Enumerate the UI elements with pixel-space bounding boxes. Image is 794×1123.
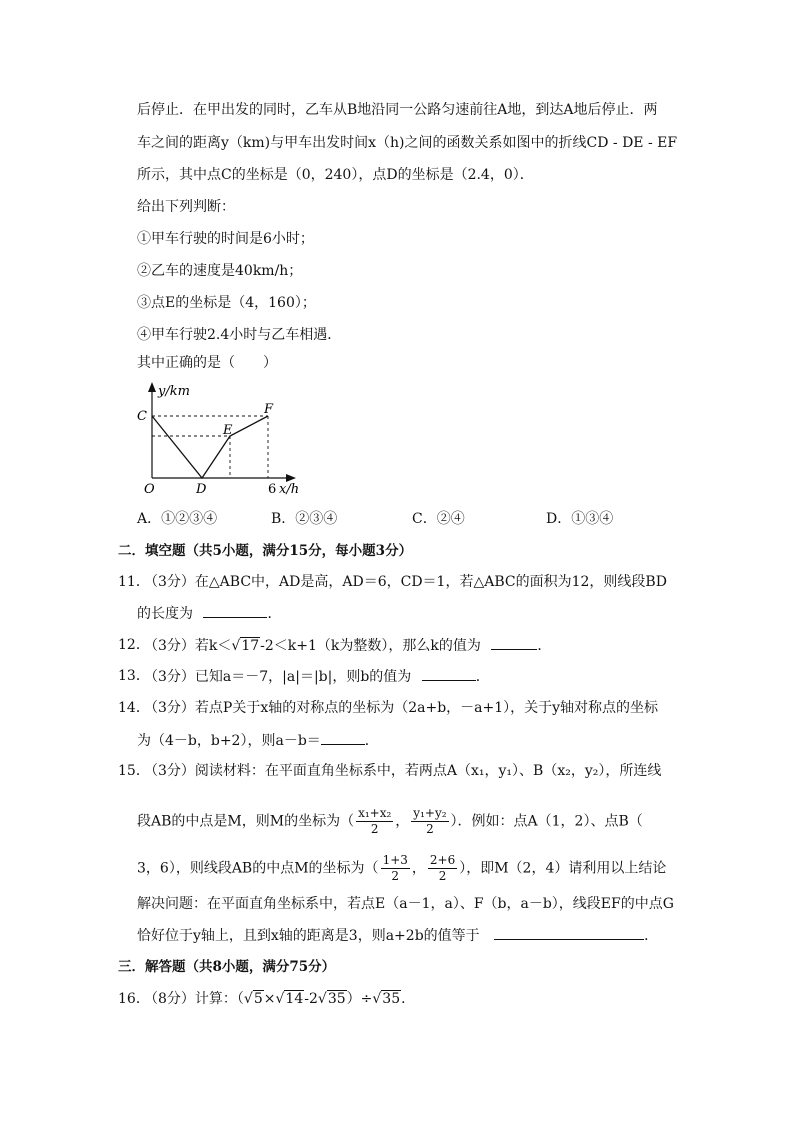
- option-d: D．①③④: [546, 511, 614, 527]
- label-origin: O: [144, 482, 155, 497]
- fraction-numerator: x₁+x₂: [358, 806, 392, 820]
- problem10-intro: 给出下列判断：: [137, 199, 235, 215]
- problem10-line2: 车之间的距离y（km)与甲车出发时间x（h)之间的函数关系如图中的折线CD - DE - EF: [137, 135, 678, 151]
- minus-term: -2: [304, 991, 318, 1007]
- label-x-axis: x/h: [279, 482, 300, 497]
- judgment-3: ③点E的坐标是（4，160）；: [137, 295, 316, 311]
- q11-line1: （3分）在△ABC中，AD是高，AD＝6，CD＝1，若△ABC的面积为12，则线段BD: [144, 574, 667, 590]
- fraction-example-y: [428, 853, 457, 884]
- q15-line2: 段AB的中点是M，则M的坐标为（ $\frac{\text{x₁+x₂}}{2}$ ， $\frac{\text{y₁+y₂}}{2}$ ）．例如：点A（1，2）、点B（: [137, 806, 643, 836]
- q15-line2-post: ）．例如：点A（1，2）、点B（: [450, 813, 643, 830]
- problem10-line3: 所示，其中点C的坐标是（0，240），点D的坐标是（2.4，0）．: [137, 167, 534, 183]
- fraction-y-mid: [411, 806, 448, 837]
- q15-line2-pre: 段AB的中点是M，则M的坐标为（: [137, 813, 355, 830]
- q15-line3-pre: 3，6），则线段AB的中点M的坐标为（: [137, 860, 379, 877]
- fraction-x-mid: [356, 806, 393, 837]
- q12-answer-blank[interactable]: [491, 635, 537, 650]
- q13-text: （3分）已知a＝－7，|a|＝|b|，则b的值为: [144, 669, 412, 685]
- q14-line1: （3分）若点P关于x轴的对称点的坐标为（2a+b，－a+1），关于y轴对称点的坐标: [144, 700, 659, 716]
- q15-line1: （3分）阅读材料：在平面直角坐标系中，若两点A（x₁，y₁）、B（x₂，y₂），所连线: [144, 763, 662, 779]
- divide-sign: ）÷: [346, 991, 373, 1007]
- q16-number: 16．: [118, 991, 150, 1007]
- q14-answer-blank[interactable]: [321, 730, 365, 745]
- q15-line3-post: ），即M（2，4）请利用以上结论: [459, 860, 667, 877]
- q16-line: （8分）计算：（√5×√14-2√35）÷√35．: [144, 991, 416, 1007]
- q14-text: 为（4－b，b+2），则a－b＝: [137, 733, 321, 749]
- label-y-axis: y/km: [158, 384, 190, 399]
- times-sign: ×: [263, 991, 276, 1007]
- q13-line: （3分）已知a＝－7，|a|＝|b|，则b的值为 ．: [144, 666, 490, 687]
- q16-radicand-3: 35: [327, 991, 346, 1007]
- y-axis-arrow: [148, 382, 156, 392]
- q11-text: 的长度为: [137, 606, 193, 622]
- x-axis-arrow: [286, 474, 296, 482]
- q16-radicand-2: 14: [285, 991, 304, 1007]
- fraction-denominator: 2: [426, 822, 434, 836]
- judgment-4: ④甲车行驶2.4小时与乙车相遇．: [137, 327, 342, 343]
- problem10-line1: 后停止．在甲出发的同时，乙车从B地沿同一公路匀速前往A地，到达A地后停止．两: [137, 102, 658, 118]
- q12-number: 12．: [118, 637, 150, 653]
- q11-number: 11．: [118, 574, 150, 590]
- problem10-question: 其中正确的是（ ）: [137, 355, 277, 371]
- section-3-title: 三．解答题（共8小题，满分75分）: [118, 959, 336, 975]
- label-e: E: [223, 423, 233, 438]
- q11-line2: 的长度为 ．: [137, 603, 281, 624]
- q11-answer-blank[interactable]: [203, 603, 267, 618]
- option-c: C．②④: [412, 511, 465, 527]
- fraction-denominator: 2: [370, 822, 379, 836]
- fraction-example-x: [381, 853, 410, 884]
- q12-pre: （3分）若k＜: [144, 638, 232, 654]
- label-c: C: [137, 409, 147, 424]
- q15-text: 恰好位于y轴上，且到x轴的距离是3，则a+2b的值等于: [137, 928, 480, 944]
- q12-radicand: 17: [241, 638, 260, 654]
- section-2-title: 二．填空题（共5小题，满分15分，每小题3分）: [118, 543, 413, 559]
- q15-line4: 解决问题：在平面直角坐标系中，若点E（a－1，a）、F（b，a－b），线段EF的中点G: [137, 896, 674, 912]
- distance-time-graph: [132, 380, 312, 498]
- fraction-denominator: 2: [438, 869, 447, 883]
- q14-number: 14．: [118, 700, 150, 716]
- tick-6: 6: [268, 482, 277, 497]
- q15-answer-blank[interactable]: [494, 925, 644, 940]
- q16-radicand-4: 35: [382, 991, 401, 1007]
- q16-pre: （8分）计算：（: [144, 991, 244, 1007]
- label-f: F: [264, 402, 274, 417]
- fraction-numerator: 2+6: [429, 853, 456, 867]
- label-d: D: [196, 482, 207, 497]
- q15-line3: 3，6），则线段AB的中点M的坐标为（ $\frac{1+3}{2}$ ， $\frac{2+6}{2}$ ），即M（2，4）请利用以上结论: [137, 853, 667, 883]
- sqrt-sign: √: [231, 638, 241, 654]
- q14-line2: 为（4－b，b+2），则a－b＝ ．: [137, 730, 379, 751]
- q15-number: 15．: [118, 763, 150, 779]
- q12-post: -2＜k+1（k为整数），那么k的值为: [260, 638, 481, 654]
- q16-radicand-1: 5: [253, 991, 263, 1007]
- judgment-1: ①甲车行驶的时间是6小时；: [137, 231, 314, 247]
- option-a: A．①②③④: [137, 511, 218, 527]
- polyline-cdef: [152, 416, 268, 478]
- q13-number: 13．: [118, 668, 150, 684]
- judgment-2: ②乙车的速度是40km/h；: [137, 263, 303, 279]
- q16-end: ．: [401, 991, 416, 1007]
- q12-line: （3分）若k＜√17-2＜k+1（k为整数），那么k的值为 ．: [144, 635, 551, 656]
- q13-answer-blank[interactable]: [422, 666, 476, 681]
- option-b: B．②③④: [271, 511, 338, 527]
- q15-line5: 恰好位于y轴上，且到x轴的距离是3，则a+2b的值等于 ．: [137, 925, 658, 946]
- fraction-denominator: 2: [391, 869, 400, 883]
- fraction-numerator: y₁+y₂: [413, 806, 447, 820]
- fraction-numerator: 1+3: [382, 853, 408, 867]
